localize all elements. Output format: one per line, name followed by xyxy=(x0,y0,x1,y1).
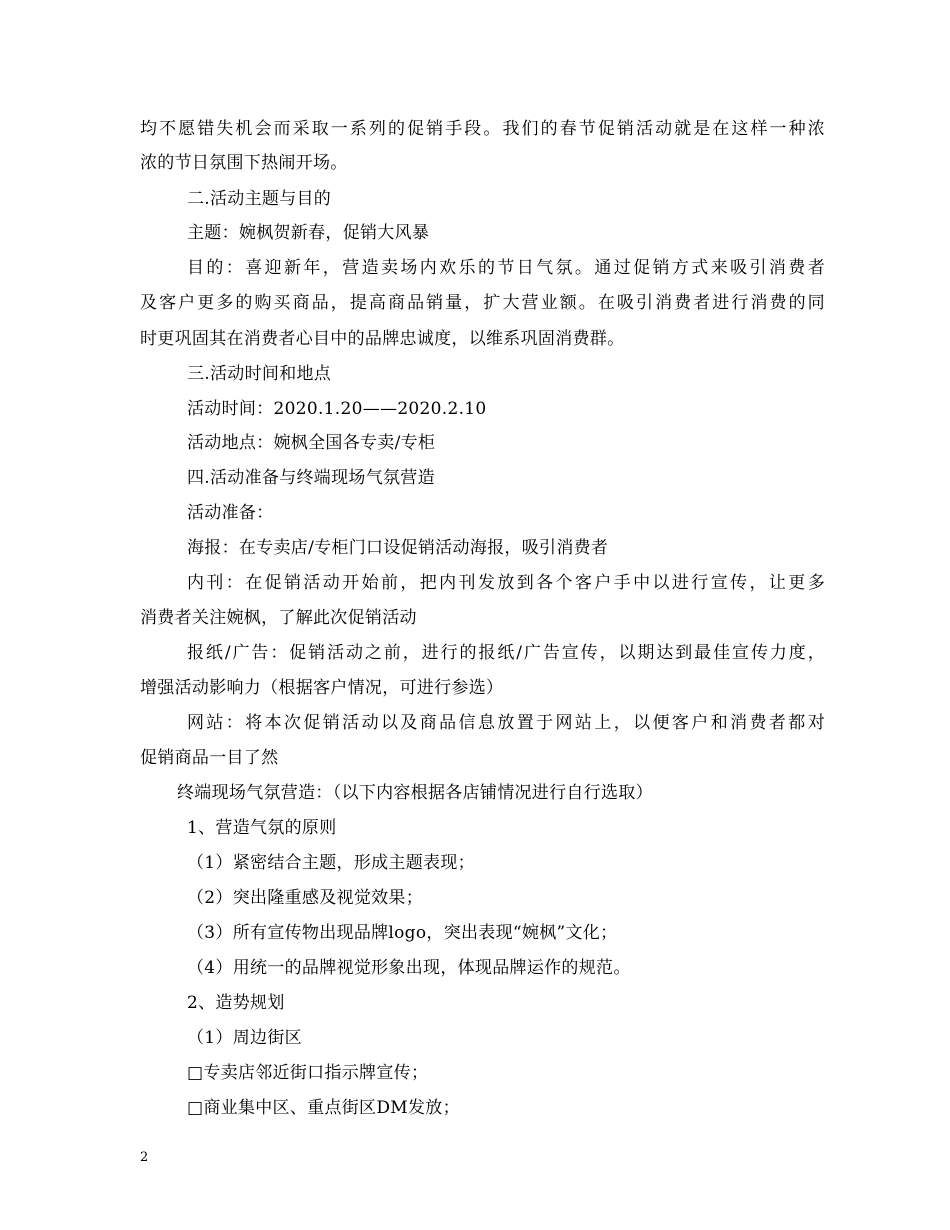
section-heading: 四.活动准备与终端现场气氛营造 xyxy=(187,468,435,488)
body-text-line: 时更巩固其在消费者心目中的品牌忠诚度，以维系巩固消费群。 xyxy=(140,329,625,349)
body-text-line: 海报：在专卖店/专柜门口设促销活动海报，吸引消费者 xyxy=(187,538,609,558)
list-item: （1）周边街区 xyxy=(187,1028,302,1048)
body-text-line: 均不愿错失机会而采取一系列的促销手段。我们的春节促销活动就是在这样一种浓 xyxy=(140,119,825,139)
body-text-line: 报纸/广告：促销活动之前，进行的报纸/广告宣传，以期达到最佳宣传力度， xyxy=(187,643,825,663)
body-text-line: 内刊：在促销活动开始前，把内刊发放到各个客户手中以进行宣传，让更多 xyxy=(187,573,825,593)
section-heading: 二.活动主题与目的 xyxy=(187,189,332,209)
list-heading: 2、造势规划 xyxy=(187,993,285,1013)
list-heading: 1、营造气氛的原则 xyxy=(187,818,337,838)
body-text-line: 活动准备： xyxy=(187,503,274,523)
body-text-line: 目的：喜迎新年，营造卖场内欢乐的节日气氛。通过促销方式来吸引消费者 xyxy=(187,258,825,278)
body-text-line: 终端现场气氛营造：（以下内容根据各店铺情况进行自行选取） xyxy=(177,783,653,803)
body-text-line: 网站：将本次促销活动以及商品信息放置于网站上，以便客户和消费者都对 xyxy=(187,713,825,733)
body-text-line: 及客户更多的购买商品，提高商品销量，扩大营业额。在吸引消费者进行消费的同 xyxy=(140,293,825,313)
list-item: （4）用统一的品牌视觉形象出现，体现品牌运作的规范。 xyxy=(187,958,631,978)
list-item: （1）紧密结合主题，形成主题表现； xyxy=(187,853,475,873)
section-heading: 三.活动时间和地点 xyxy=(187,364,332,384)
body-text-line: 浓的节日氛围下热闹开场。 xyxy=(140,153,348,173)
body-text-line: 增强活动影响力（根据客户情况，可进行参选） xyxy=(140,678,504,698)
body-text-line: 活动地点：婉枫全国各专卖/专柜 xyxy=(187,433,436,453)
checkbox-list-item: □专卖店邻近街口指示牌宣传； xyxy=(187,1063,429,1083)
list-item: （2）突出隆重感及视觉效果； xyxy=(187,888,424,908)
body-text-line: 消费者关注婉枫，了解此次促销活动 xyxy=(140,608,417,628)
body-text-line: 促销商品一目了然 xyxy=(140,748,279,768)
list-item: （3）所有宣传物出现品牌logo，突出表现“婉枫”文化； xyxy=(187,923,618,943)
checkbox-list-item: □商业集中区、重点街区DM发放； xyxy=(187,1098,460,1118)
body-text-line: 活动时间：2020.1.20——2020.2.10 xyxy=(187,399,487,419)
body-text-line: 主题：婉枫贺新春，促销大风暴 xyxy=(187,223,430,243)
page-number: 2 xyxy=(140,1150,149,1165)
